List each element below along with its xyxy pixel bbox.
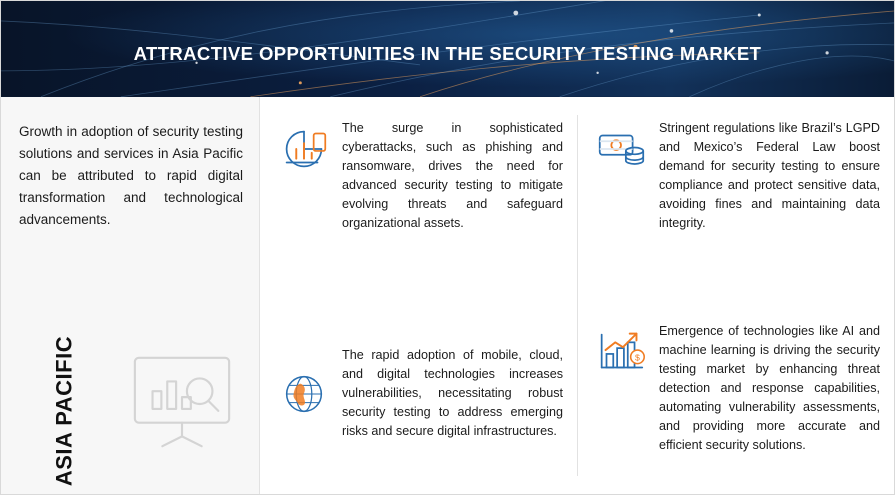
- points-grid: [260, 97, 894, 494]
- point-text-3: The rapid adoption of mobile, cloud, and digital technologies increases vulnerabilities, necessitating robust security testing to address emerging risks and secure digital infrastructures.: [342, 348, 563, 439]
- point-text-1: The surge in sophisticated cyberattacks, such as phishing and ransomware, drives the need for advanced security testing to mitigate evolving threats and safeguard organizational assets.: [342, 121, 563, 230]
- summary-text: Growth in adoption of security testing solutions and services in Asia Pacific can be attributed to rapid digital transformation and technological advancements.: [19, 124, 243, 227]
- region-label: [19, 326, 109, 487]
- left-summary-panel: [1, 97, 260, 494]
- point-card-4: [577, 296, 894, 495]
- point-text-4: Emergence of technologies like AI and machine learning is driving the security testing market by enhancing threat detection and response capabilities, automating vulnerability assessments, and providing more accurate and efficient security solutions.: [659, 323, 880, 452]
- point-card-1: [260, 97, 577, 296]
- globe-icon: [274, 364, 334, 424]
- svg-text:$: $: [635, 352, 640, 363]
- point-card-2: [577, 97, 894, 296]
- point-card-3: [260, 296, 577, 495]
- content-area: [1, 97, 894, 494]
- money-cash-icon: [591, 119, 651, 179]
- point-text-2: Stringent regulations like Brazil’s LGPD and Mexico’s Federal Law boost demand for security testing to ensure compliance and protect sensitive data, avoiding fines and maintaining data integrity.: [659, 121, 880, 230]
- growth-bar-chart-icon: [591, 322, 651, 382]
- presentation-chart-icon: [123, 348, 241, 458]
- region-label-text: ASIA PACIFIC: [51, 335, 77, 487]
- header-banner: [1, 1, 894, 97]
- analytics-chart-icon: [274, 119, 334, 179]
- page-title: ATTRACTIVE OPPORTUNITIES IN THE SECURITY TESTING MARKET: [133, 43, 762, 64]
